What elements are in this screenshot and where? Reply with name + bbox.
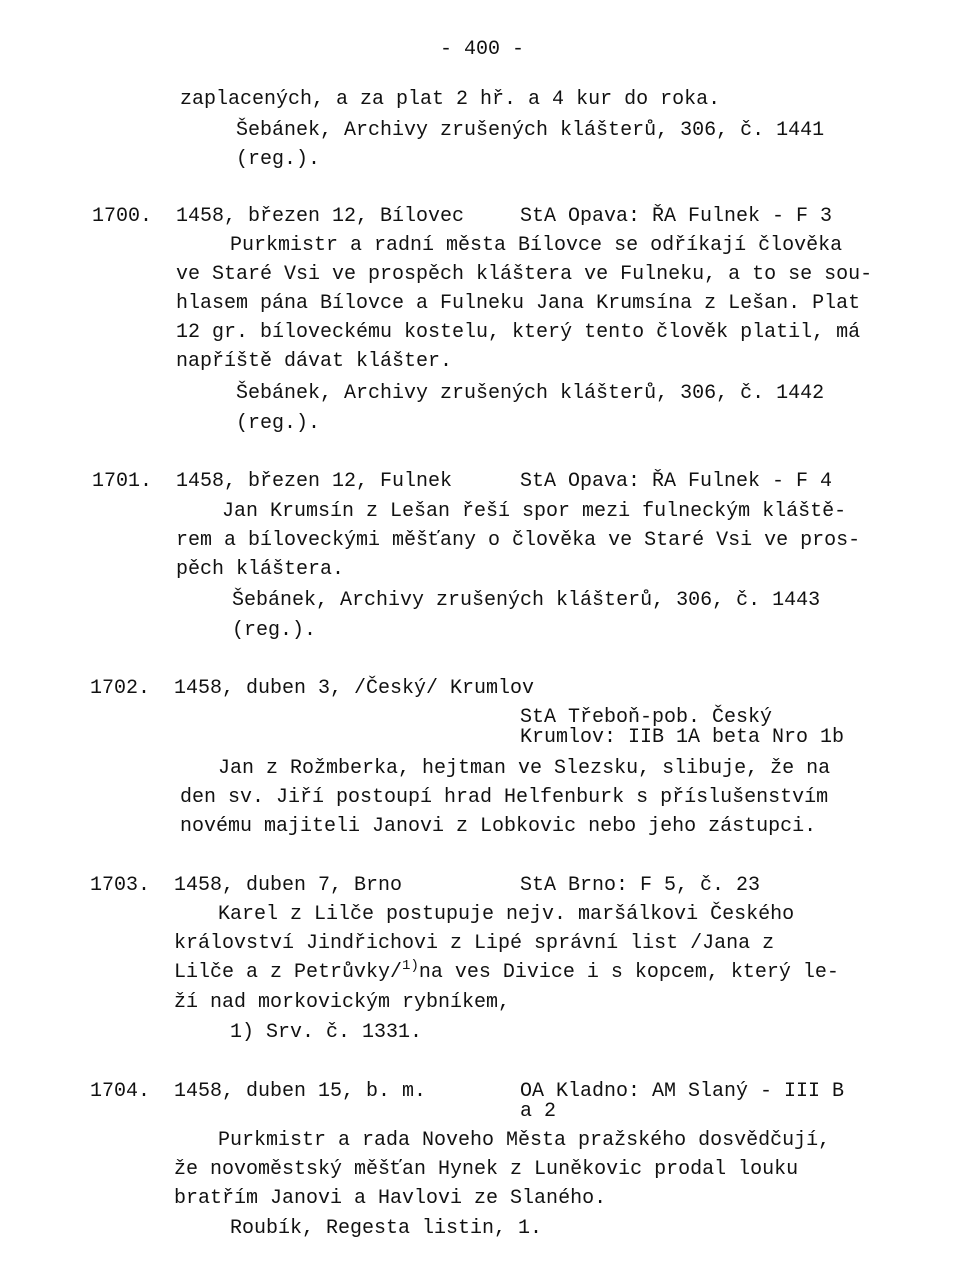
entry-source-reg: (reg.). [232,619,317,642]
entry-date-place: 1458, březen 12, Bílovec [176,205,465,228]
entry-text-line: Karel z Lilče postupuje nejv. maršálkovi Českého [218,903,795,926]
entry-text-line: ží nad morkovickým rybníkem, [174,991,511,1014]
entry-archive: StA Brno: F 5, č. 23 [520,874,761,897]
entry-date-place: 1458, duben 3, /Český/ Krumlov [174,677,535,700]
entry-archive: a 2 [520,1100,557,1123]
entry-number: 1702. [90,677,151,700]
entry-text-line: hlasem pána Bílovce a Fulneku Jana Krumsína z Lešan. Plat [176,292,861,315]
page-number: - 400 - [440,38,525,61]
entry-text-line: bratřím Janovi a Havlovi ze Slaného. [174,1187,607,1210]
entry-text-line: napříště dávat klášter. [176,350,453,373]
entry-text-line: pěch kláštera. [176,558,345,581]
footnote: 1) Srv. č. 1331. [230,1021,423,1044]
entry-source: Roubík, Regesta listin, 1. [230,1217,543,1240]
entry-number: 1704. [90,1080,151,1103]
entry-text-line: Purkmistr a rada Noveho Města pražského dosvědčují, [218,1129,831,1152]
entry-archive: OA Kladno: AM Slaný - III B [520,1080,845,1103]
entry-archive: Krumlov: IIB 1A beta Nro 1b [520,726,845,749]
entry-text-line: 12 gr. bíloveckému kostelu, který tento člověk platil, má [176,321,861,344]
entry-text-line: Purkmistr a radní města Bílovce se odříkají člověka [230,234,843,257]
entry-source: Šebánek, Archivy zrušených klášterů, 306, č. 1443 [232,589,821,612]
intro-line: zaplacených, a za plat 2 hř. a 4 kur do roka. [180,88,721,111]
entry-text-line: Jan z Rožmberka, hejtman ve Slezsku, slibuje, že na [218,757,831,780]
entry-text-line: ve Staré Vsi ve prospěch kláštera ve Fulneku, a to se sou- [176,263,873,286]
intro-source-reg: (reg.). [236,148,321,171]
entry-text-fragment: na ves Divice i s kopcem, který le- [418,961,839,984]
entry-date-place: 1458, duben 7, Brno [174,874,403,897]
entry-date-place: 1458, březen 12, Fulnek [176,470,453,493]
entry-source: Šebánek, Archivy zrušených klášterů, 306, č. 1442 [236,382,825,405]
entry-source-reg: (reg.). [236,412,321,435]
entry-text-line: novému majiteli Janovi z Lobkovic nebo jeho zástupci. [180,815,817,838]
entry-text-line: rem a bíloveckými měšťany o člověka ve Staré Vsi ve pros- [176,529,861,552]
entry-number: 1700. [92,205,153,228]
entry-text-line: den sv. Jiří postoupí hrad Helfenburk s příslušenstvím [180,786,829,809]
entry-text-line: Jan Krumsín z Lešan řeší spor mezi fulneckým kláště- [222,500,847,523]
entry-archive: StA Třeboň-pob. Český [520,706,773,729]
entry-date-place: 1458, duben 15, b. m. [174,1080,427,1103]
entry-text-line: království Jindřichovi z Lipé správní list /Jana z [174,932,775,955]
entry-text-fragment: Lilče a z Petrůvky/ [174,961,403,984]
footnote-mark: 1) [402,958,419,974]
entry-text-line: že novoměstský měšťan Hynek z Luněkovic prodal louku [174,1158,799,1181]
entry-archive: StA Opava: ŘA Fulnek - F 3 [520,205,833,228]
intro-source: Šebánek, Archivy zrušených klášterů, 306, č. 1441 [236,119,825,142]
entry-text-line [174,959,839,987]
entry-archive: StA Opava: ŘA Fulnek - F 4 [520,470,833,493]
entry-number: 1701. [92,470,153,493]
entry-number: 1703. [90,874,151,897]
